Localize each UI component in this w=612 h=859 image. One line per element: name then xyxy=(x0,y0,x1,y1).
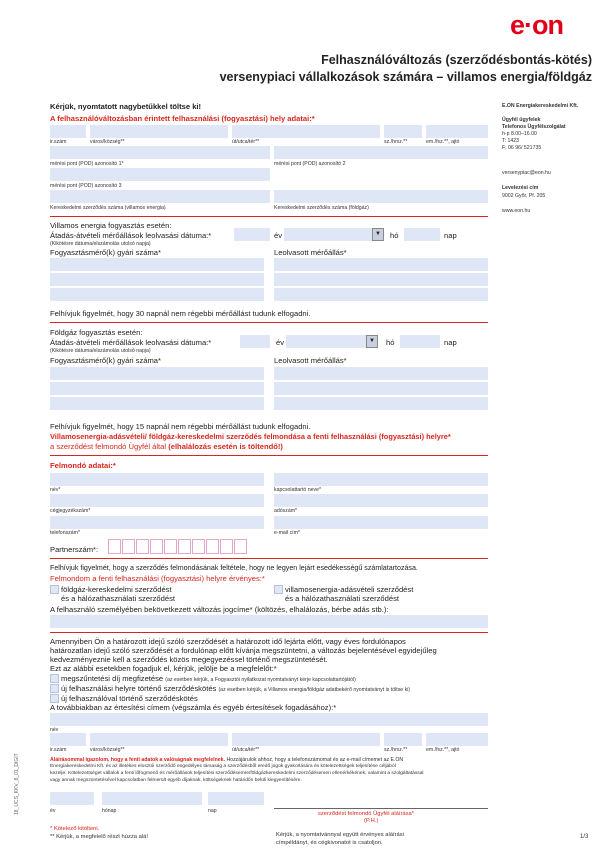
new-place-label-a: új felhasználási helyre történő szerződéskötés xyxy=(61,684,219,693)
sign-month-field[interactable] xyxy=(102,792,202,805)
email-label: e-mail cím* xyxy=(274,530,300,536)
zip-field-2[interactable] xyxy=(50,733,86,746)
tax-label: adószám* xyxy=(274,508,298,514)
fee-checkbox[interactable] xyxy=(50,674,59,683)
contract-el-label: Kereskedelmi szerződés száma (villamos energia) xyxy=(50,205,166,211)
contract-gas-label: Kereskedelmi szerződés száma (földgáz) xyxy=(274,205,369,211)
gas-title: Földgáz fogyasztás esetén: xyxy=(50,328,143,337)
gas-reading-date: Átadás-átvételi mérőállások leolvasási dátuma:* xyxy=(50,338,212,347)
floor-label-2: em./fsz.**, ajtó xyxy=(426,747,460,753)
el-meter-field[interactable] xyxy=(50,258,264,271)
tax-field[interactable] xyxy=(274,494,488,507)
sidebar-web[interactable]: www.eon.hu xyxy=(502,208,531,214)
el-year-field[interactable] xyxy=(234,228,270,241)
required-note: * Kötelező kitölteni. xyxy=(50,826,100,832)
el-footer: Felhívjuk figyelmét, hogy 30 napnál nem régebbi mérőállást tudunk elfogadni. xyxy=(50,309,311,318)
gas-month-select[interactable] xyxy=(286,335,378,348)
reg-label: cégjegyzékszám* xyxy=(50,508,91,514)
gas-reading-label: Leolvasott mérőállás* xyxy=(274,356,347,365)
attach-note1: Kérjük, a nyomtatvánnyal együtt érvényes aláírási xyxy=(276,832,404,838)
sidebar-service2: Telefonos Ügyfélszolgálat xyxy=(502,124,566,130)
new-place-label-b: (az esetben kérjük, a Villamos energia/földgáz adatbekérő nyomtatványt is töltse ki) xyxy=(218,687,411,693)
new-place-label xyxy=(61,684,410,693)
opt-gas-checkbox[interactable] xyxy=(50,585,59,594)
el-reading-field[interactable] xyxy=(274,273,488,286)
declaration-line4: vagy annak megszüntetésével kapcsolatban felmerült egyéb díjaknak, költségeknek határidőn belüli kiegyenlítésére. xyxy=(50,778,302,783)
gas-month-label: hó xyxy=(386,338,395,347)
sidebar-email[interactable]: versenypiac@eon.hu xyxy=(502,170,551,176)
phone-label: telefonszám* xyxy=(50,530,80,536)
el-month-label: hó xyxy=(390,231,399,240)
gas-reading-field[interactable] xyxy=(274,397,488,410)
gas-meter-label: Fogyasztásmérő(k) gyári száma* xyxy=(50,356,161,365)
sign-day-label: nap xyxy=(208,808,217,814)
street-label-2: út/utca/tér** xyxy=(232,747,260,753)
partner-digit-box[interactable] xyxy=(108,539,121,554)
fee-label xyxy=(61,674,356,683)
page-title-line1: Felhasználóváltozás (szerződésbontás-kötés) xyxy=(321,53,592,67)
gas-meter-field[interactable] xyxy=(50,397,264,410)
separator xyxy=(50,455,488,456)
notify-label: A továbbiakban az értesítési címem (végszámla és egyéb értesítések fogadásához):* xyxy=(50,703,337,712)
zip-label-2: ir.szám xyxy=(50,747,67,753)
pod3-label: mérési pont (POD) azonosító 3 xyxy=(50,183,122,189)
sidebar-fax: F: 06 96/ 521735 xyxy=(502,145,542,151)
el-note: (Kikötésre dátuma/elszámolás utolsó napja) xyxy=(50,241,151,247)
sign-day-field[interactable] xyxy=(208,792,264,805)
gas-reading-field[interactable] xyxy=(274,367,488,380)
declaration-line2: Energiakereskedelmi Kft. és az illetékes elosztói szerződő engedélyes társaság a szerződésből eredő jogok gyakorlására és kötelezettségek teljesítése céljából xyxy=(50,764,396,769)
signature-label: szerződést felmondó Ügyfél aláírása* xyxy=(318,811,415,817)
contract-el-field[interactable] xyxy=(50,190,270,203)
sidebar-hours: h-p 8.00–16.00 xyxy=(502,131,537,137)
pod2-label: mérési pont (POD) azonosító 2 xyxy=(274,161,346,167)
chevron-down-icon[interactable]: ▼ xyxy=(372,228,384,241)
el-day-label: nap xyxy=(444,231,457,240)
hrsz-label-2: sz./hrsz.** xyxy=(384,747,408,753)
partner-label: Partnerszám*: xyxy=(50,545,99,554)
el-year-label: év xyxy=(274,231,283,240)
sign-year-label: év xyxy=(50,808,56,814)
separator xyxy=(50,558,488,559)
partner-digit-box[interactable] xyxy=(122,539,135,554)
el-month-select[interactable] xyxy=(284,228,384,241)
change-reason-field[interactable] xyxy=(50,615,488,628)
sidebar-postal: 9002 Győr, Pf. 205 xyxy=(502,193,546,199)
city-field-2[interactable] xyxy=(90,733,228,746)
declaration-line3: kezelje. Kötelezettséget vállalok a fenti lőfogmenő és mérőállások teljesítési szerződésemre/földgázkereskedelmi szerződésemen ellenérkékének, valamint a szolgáltatással xyxy=(50,771,424,776)
gas-reading-field[interactable] xyxy=(274,382,488,395)
opt-gas-label-b: és a hálózathasználati szerződést xyxy=(61,594,175,603)
separator xyxy=(50,632,488,633)
new-user-label: új felhasználóval történő szerződéskötés xyxy=(61,694,198,703)
notify-name-label: név xyxy=(50,727,59,733)
contact-field[interactable] xyxy=(274,473,488,486)
opt-gas-label-a: földgáz-kereskedelmi szerződést xyxy=(61,585,172,594)
fixed-p4: Ezt az alábbi esetekben fogadjuk el, kérjük, jelölje be a megfelelőt:* xyxy=(50,664,277,673)
gas-day-label: nap xyxy=(444,338,457,347)
city-label: város/község** xyxy=(90,139,125,145)
cancel-sub xyxy=(50,442,283,451)
name-field[interactable] xyxy=(50,473,264,486)
zip-label: ir.szám xyxy=(50,139,67,145)
hrsz-label: sz./hrsz.** xyxy=(384,139,408,145)
el-reading-field[interactable] xyxy=(274,258,488,271)
opt-el-label-a: villamosenergia-adásvételi szerződést xyxy=(285,585,414,594)
cancel-sub-a: a szerződést felmondó Ügyfél által xyxy=(50,442,169,451)
opt-el-label-b: és a hálózathasználati szerződést xyxy=(285,594,399,603)
gas-year-label: év xyxy=(276,338,285,347)
instruction-text: Kérjük, nyomtatott nagybetűkkel töltse ki! xyxy=(50,102,202,111)
page-number: 1/3 xyxy=(580,834,589,840)
attach-note2: címpéldányt, és cégkivonatot is csatoljon. xyxy=(276,840,383,846)
floor-field-2[interactable] xyxy=(426,733,488,746)
partner-digit-box[interactable] xyxy=(150,539,163,554)
opt-el-checkbox[interactable] xyxy=(274,585,283,594)
fixed-p2: határozatlan idejű szóló szerződését a fordulónap előtt kívánja megszüntetni, a változás bejelentésével egyidejűleg xyxy=(50,646,437,655)
el-title: Villamos energia fogyasztás esetén: xyxy=(50,221,172,230)
partner-digit-box[interactable] xyxy=(136,539,149,554)
gas-note: (Kikötésre dátuma/elszámolás utolsó napja) xyxy=(50,348,151,354)
gas-meter-field[interactable] xyxy=(50,367,264,380)
pod2-field[interactable] xyxy=(274,146,488,159)
change-reason-label: A felhasználó személyében bekövetkezett változás jogcíme* (költözés, elhalálozás, bérbe adás stb.): xyxy=(50,605,389,614)
new-place-checkbox[interactable] xyxy=(50,684,59,693)
city-label-2: város/község** xyxy=(90,747,125,753)
sidebar-service1: Ügyfél ügyfelek xyxy=(502,117,541,123)
street-field-2[interactable] xyxy=(232,733,380,746)
sidebar-company: E.ON Energiakereskedelmi Kft. xyxy=(502,103,579,109)
stamp-label: (P.H.) xyxy=(364,818,379,824)
cancel-sub-b: (elhalálozás esetén is töltendő!) xyxy=(168,442,283,451)
street-label: út/utca/tér** xyxy=(232,139,260,145)
reg-field[interactable] xyxy=(50,494,264,507)
declaration-line1-a: Aláírásommal igazolom, hogy a fenti adatok a valóságnak megfelelnek. xyxy=(50,757,227,763)
side-code: 18_UCS_KKV_8_01_DIGIT xyxy=(14,753,20,815)
separator xyxy=(50,322,488,323)
name-label: név* xyxy=(50,487,61,493)
email-field[interactable] xyxy=(274,516,488,529)
el-reading-label: Leolvasott mérőállás* xyxy=(274,248,347,257)
partner-digit-box[interactable] xyxy=(234,539,247,554)
pod1-field[interactable] xyxy=(50,146,270,159)
sign-month-label: hónap xyxy=(102,808,117,814)
sign-year-field[interactable] xyxy=(50,792,94,805)
eon-logo: e·on xyxy=(510,10,563,40)
sidebar-tel: T: 1423 xyxy=(502,138,520,144)
el-reading-date: Átadás-átvételi mérőállások leolvasási dátuma:* xyxy=(50,231,212,240)
hrsz-field[interactable] xyxy=(384,125,422,138)
notice-line2: Felmondom a fenti felhasználási (fogyasztási) helyre érvényes:* xyxy=(50,574,265,583)
el-day-field[interactable] xyxy=(404,228,440,241)
declaration-line1 xyxy=(50,757,403,763)
gas-footer: Felhívjuk figyelmét, hogy 15 napnál nem régebbi mérőállást tudunk elfogadni. xyxy=(50,422,311,431)
phone-field[interactable] xyxy=(50,516,264,529)
partner-digit-box[interactable] xyxy=(220,539,233,554)
zip-field[interactable] xyxy=(50,125,86,138)
floor-field[interactable] xyxy=(426,125,488,138)
el-meter-field[interactable] xyxy=(50,273,264,286)
fee-label-a: megszűntetési díj megfizetése xyxy=(61,674,166,683)
declaration-line1-b: Hozzájárulok ahhoz, hogy a telefonszámomat és az e-mail címemet az E.ON xyxy=(226,757,404,763)
section-title-address: A felhasználóváltozásban érintett felhasználási (fogyasztási) hely adatai:* xyxy=(50,114,315,123)
new-user-checkbox[interactable] xyxy=(50,694,59,703)
gas-meter-field[interactable] xyxy=(50,382,264,395)
el-meter-label: Fogyasztásmérő(k) gyári száma* xyxy=(50,248,161,257)
sidebar-postal-title: Levelezési cím xyxy=(502,185,539,191)
notify-name-field[interactable] xyxy=(50,713,488,726)
el-reading-field[interactable] xyxy=(274,288,488,301)
gas-year-field[interactable] xyxy=(240,335,270,348)
city-field[interactable] xyxy=(90,125,228,138)
cancel-title: Villamosenergia-adásvételi/ földgáz-kereskedelmi szerződés felmondása a fenti felhasználási (fogyasztási) helyre* xyxy=(50,432,451,441)
partner-digit-box[interactable] xyxy=(192,539,205,554)
fee-label-b: (az esetben kérjük, a Fogyasztói nyilatkozat nyomtatványt kérje kapcsolattartójától) xyxy=(165,677,356,683)
separator xyxy=(50,216,488,217)
contact-label: kapcsolattartó neve* xyxy=(274,487,322,493)
gas-day-field[interactable] xyxy=(400,335,440,348)
street-field[interactable] xyxy=(232,125,380,138)
terminator-title: Felmondó adatai:* xyxy=(50,461,116,470)
pod1-label: mérési pont (POD) azonosító 1* xyxy=(50,161,124,167)
floor-label: em./fsz.**, ajtó xyxy=(426,139,460,145)
el-meter-field[interactable] xyxy=(50,288,264,301)
signature-line[interactable] xyxy=(274,808,488,809)
hrsz-field-2[interactable] xyxy=(384,733,422,746)
contract-gas-field[interactable] xyxy=(274,190,488,203)
fixed-p3: kedvezményeznie kell a szerződés közös megegyezéssel történő megszüntetését. xyxy=(50,655,328,664)
page-title-line2: versenypiaci vállalkozások számára – villamos energia/földgáz xyxy=(219,70,592,84)
partner-digit-box[interactable] xyxy=(206,539,219,554)
pod3-field[interactable] xyxy=(50,168,270,181)
partner-digit-box[interactable] xyxy=(164,539,177,554)
partner-digit-box[interactable] xyxy=(178,539,191,554)
notice-line1: Felhívjuk figyelmét, hogy a szerződés felmondásának feltétele, hogy ne legyen lejárt esedékességű számlatartozása. xyxy=(50,564,418,572)
chevron-down-icon[interactable]: ▼ xyxy=(366,335,378,348)
fixed-p1: Amennyiben Ön a határozott idejű szóló szerződését a határozott idő lejárta előtt, vagy éves fordulónapos xyxy=(50,637,406,646)
optional-note: ** Kérjük, a megfelelő részt húzza alá! xyxy=(50,834,148,840)
